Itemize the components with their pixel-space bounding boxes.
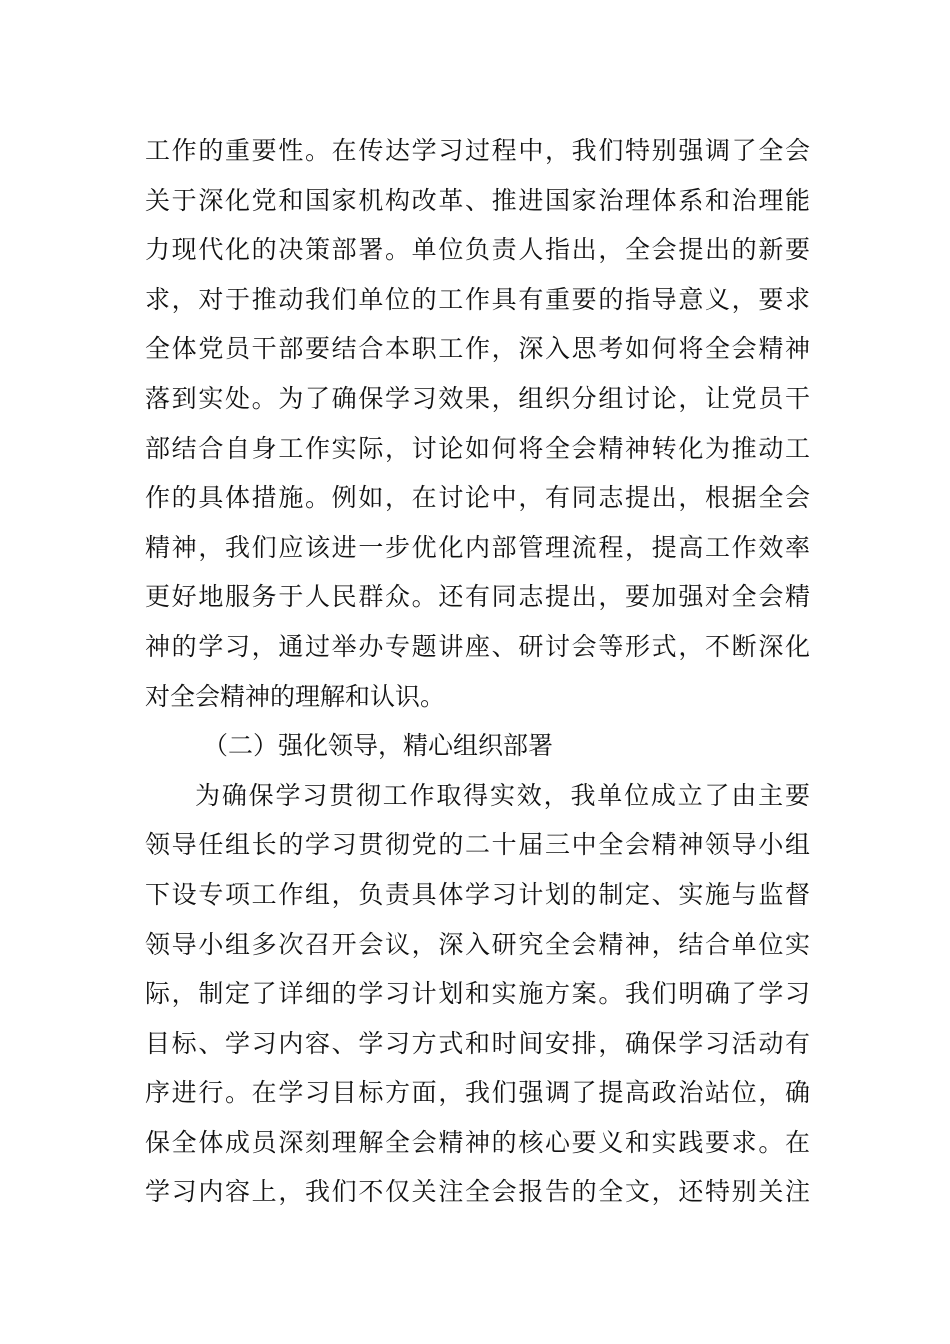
text-line-10: 更好地服务于人民群众。还有同志提出，要加强对全会精 xyxy=(145,582,810,612)
text-line-20: 序进行。在学习目标方面，我们强调了提高政治站位，确 xyxy=(145,1078,810,1108)
text-line-4: 求，对于推动我们单位的工作具有重要的指导意义，要求 xyxy=(145,284,810,314)
text-line-9: 精神，我们应该进一步优化内部管理流程，提高工作效率 xyxy=(145,532,810,562)
text-line-16: 下设专项工作组，负责具体学习计划的制定、实施与监督 xyxy=(145,879,810,909)
section-heading: （二）强化领导，精心组织部署 xyxy=(203,731,554,761)
text-line-17: 领导小组多次召开会议，深入研究全会精神，结合单位实 xyxy=(145,929,810,959)
text-line-11: 神的学习，通过举办专题讲座、研讨会等形式，不断深化 xyxy=(145,631,810,661)
text-line-12: 对全会精神的理解和认识。 xyxy=(145,681,446,711)
text-line-5: 全体党员干部要结合本职工作，深入思考如何将全会精神 xyxy=(145,334,810,364)
text-line-14: 为确保学习贯彻工作取得实效，我单位成立了由主要 xyxy=(195,780,810,810)
text-line-22: 学习内容上，我们不仅关注全会报告的全文，还特别关注 xyxy=(145,1177,810,1207)
text-line-18: 际，制定了详细的学习计划和实施方案。我们明确了学习 xyxy=(145,979,810,1009)
text-line-15: 领导任组长的学习贯彻党的二十届三中全会精神领导小组 xyxy=(145,830,810,860)
text-line-8: 作的具体措施。例如，在讨论中，有同志提出，根据全会 xyxy=(145,483,810,513)
text-line-7: 部结合自身工作实际，讨论如何将全会精神转化为推动工 xyxy=(145,433,810,463)
text-line-19: 目标、学习内容、学习方式和时间安排，确保学习活动有 xyxy=(145,1028,810,1058)
text-line-3: 力现代化的决策部署。单位负责人指出，全会提出的新要 xyxy=(145,235,810,265)
text-line-2: 关于深化党和国家机构改革、推进国家治理体系和治理能 xyxy=(145,185,810,215)
text-line-6: 落到实处。为了确保学习效果，组织分组讨论，让党员干 xyxy=(145,383,810,413)
document-body xyxy=(145,126,810,1217)
text-line-21: 保全体成员深刻理解全会精神的核心要义和实践要求。在 xyxy=(145,1127,810,1157)
text-line-1: 工作的重要性。在传达学习过程中，我们特别强调了全会 xyxy=(145,136,810,165)
